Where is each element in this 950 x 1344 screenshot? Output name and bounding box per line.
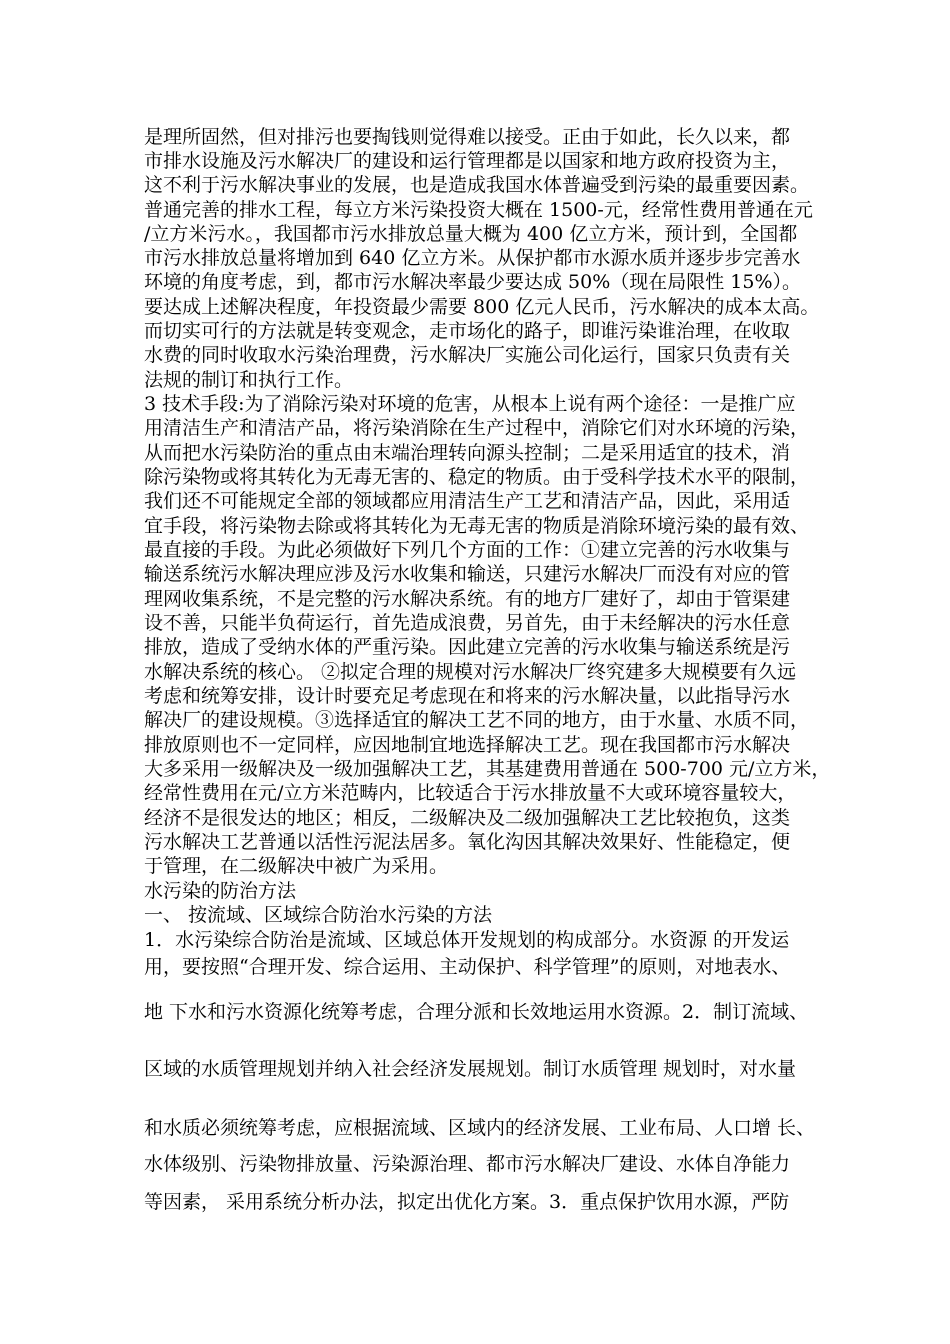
text-line: 经常性费用在元/立方米范畴内，比较适合于污水排放量不大或环境容量较大， — [144, 782, 797, 804]
text-line: /立方米污水。，我国都市污水排放总量大概为 400 亿立方米，预计到，全国都 — [144, 223, 798, 245]
text-line: 除污染物或将其转化为无毒无害的、稳定的物质。由于受科学技术水平的限制， — [144, 466, 810, 488]
text-line: 水解决系统的核心。 ②拟定合理的规模对污水解决厂终究建多大规模要有久远 — [144, 661, 797, 683]
text-line: 从而把水污染防治的重点由末端治理转向源头控制；二是采用适宜的技术，消 — [144, 442, 791, 464]
text-line: 要达成上述解决程度，年投资最少需要 800 亿元人民币，污水解决的成本太高。 — [144, 296, 820, 318]
text-line: 我们还不可能规定全部的领域都应用清洁生产工艺和清洁产品，因此，采用适 — [144, 490, 791, 512]
text-line: 地 下水和污水资源化统筹考虑，合理分派和长效地运用水资源。2．制订流域、 — [144, 1001, 809, 1023]
text-line: 用，要按照“合理开发、综合运用、主动保护、科学管理”的原则，对地表水、 — [144, 956, 791, 978]
text-line: 市排水设施及污水解决厂的建设和运行管理都是以国家和地方政府投资为主， — [144, 150, 791, 172]
text-line: 和水质必须统筹考虑，应根据流域、区域内的经济发展、工业布局、人口增 长、 — [144, 1117, 816, 1139]
text-line: 而切实可行的方法就是转变观念，走市场化的路子，即谁污染谁治理，在收取 — [144, 320, 791, 342]
text-line: 环境的角度考虑，到，都市污水解决率最少要达成 50%（现在局限性 15%）。 — [144, 271, 802, 293]
text-line: 等因素， 采用系统分析办法，拟定出优化方案。3．重点保护饮用水源，严防 — [144, 1191, 790, 1213]
text-line: 是理所固然，但对排污也要掏钱则觉得难以接受。正由于如此，长久以来，都 — [144, 126, 791, 148]
text-line: 大多采用一级解决及一级加强解决工艺，其基建费用普通在 500-700 元/立方米， — [144, 758, 831, 780]
text-line: 经济不是很发达的地区；相反，二级解决及二级加强解决工艺比较抱负，这类 — [144, 807, 791, 829]
text-line: 水污染的防治方法 — [144, 880, 297, 902]
text-line: 排放，造成了受纳水体的严重污染。因此建立完善的污水收集与输送系统是污 — [144, 636, 791, 658]
text-line: 输送系统污水解决理应涉及污水收集和输送，只建污水解决厂而没有对应的管 — [144, 563, 791, 585]
text-line: 水费的同时收取水污染治理费，污水解决厂实施公司化运行，国家只负责有关 — [144, 344, 791, 366]
text-line: 普通完善的排水工程，每立方米污染投资大概在 1500-元，经常性费用普通在元 — [144, 199, 813, 221]
text-line: 1．水污染综合防治是流域、区域总体开发规划的构成部分。水资源 的开发运 — [144, 929, 790, 951]
text-line: 水体级别、污染物排放量、污染源治理、都市污水解决厂建设、水体自净能力 — [144, 1153, 791, 1175]
text-line: 3 技术手段:为了消除污染对环境的危害，从根本上说有两个途径：一是推广应 — [144, 393, 796, 415]
text-line: 设不善，只能半负荷运行，首先造成浪费，另首先，由于未经解决的污水任意 — [144, 612, 791, 634]
text-line: 宜手段，将污染物去除或将其转化为无毒无害的物质是消除环境污染的最有效、 — [144, 515, 810, 537]
text-line: 解决厂的建设规模。③选择适宜的解决工艺不同的地方，由于水量、水质不同， — [144, 709, 810, 731]
text-line: 排放原则也不一定同样，应因地制宜地选择解决工艺。现在我国都市污水解决 — [144, 734, 791, 756]
text-line: 理网收集系统，不是完整的污水解决系统。有的地方厂建好了，却由于管渠建 — [144, 588, 791, 610]
text-line: 于管理，在二级解决中被广为采用。 — [144, 855, 449, 877]
text-line: 最直接的手段。为此必须做好下列几个方面的工作：①建立完善的污水收集与 — [144, 539, 791, 561]
text-line: 区域的水质管理规划并纳入社会经济发展规划。制订水质管理 规划时，对水量 — [144, 1058, 797, 1080]
text-line: 市污水排放总量将增加到 640 亿立方米。从保护都市水源水质并逐步步完善水 — [144, 247, 801, 269]
text-line: 法规的制订和执行工作。 — [144, 369, 354, 391]
text-line: 考虑和统筹安排，设计时要充足考虑现在和将来的污水解决量，以此指导污水 — [144, 685, 791, 707]
text-line: 这不利于污水解决事业的发展，也是造成我国水体普遍受到污染的最重要因素。 — [144, 174, 810, 196]
text-line: 污水解决工艺普通以活性污泥法居多。氧化沟因其解决效果好、性能稳定，便 — [144, 831, 791, 853]
text-line: 一、 按流域、区域综合防治水污染的方法 — [144, 904, 493, 926]
text-line: 用清洁生产和清洁产品，将污染消除在生产过程中，消除它们对水环境的污染， — [144, 417, 810, 439]
